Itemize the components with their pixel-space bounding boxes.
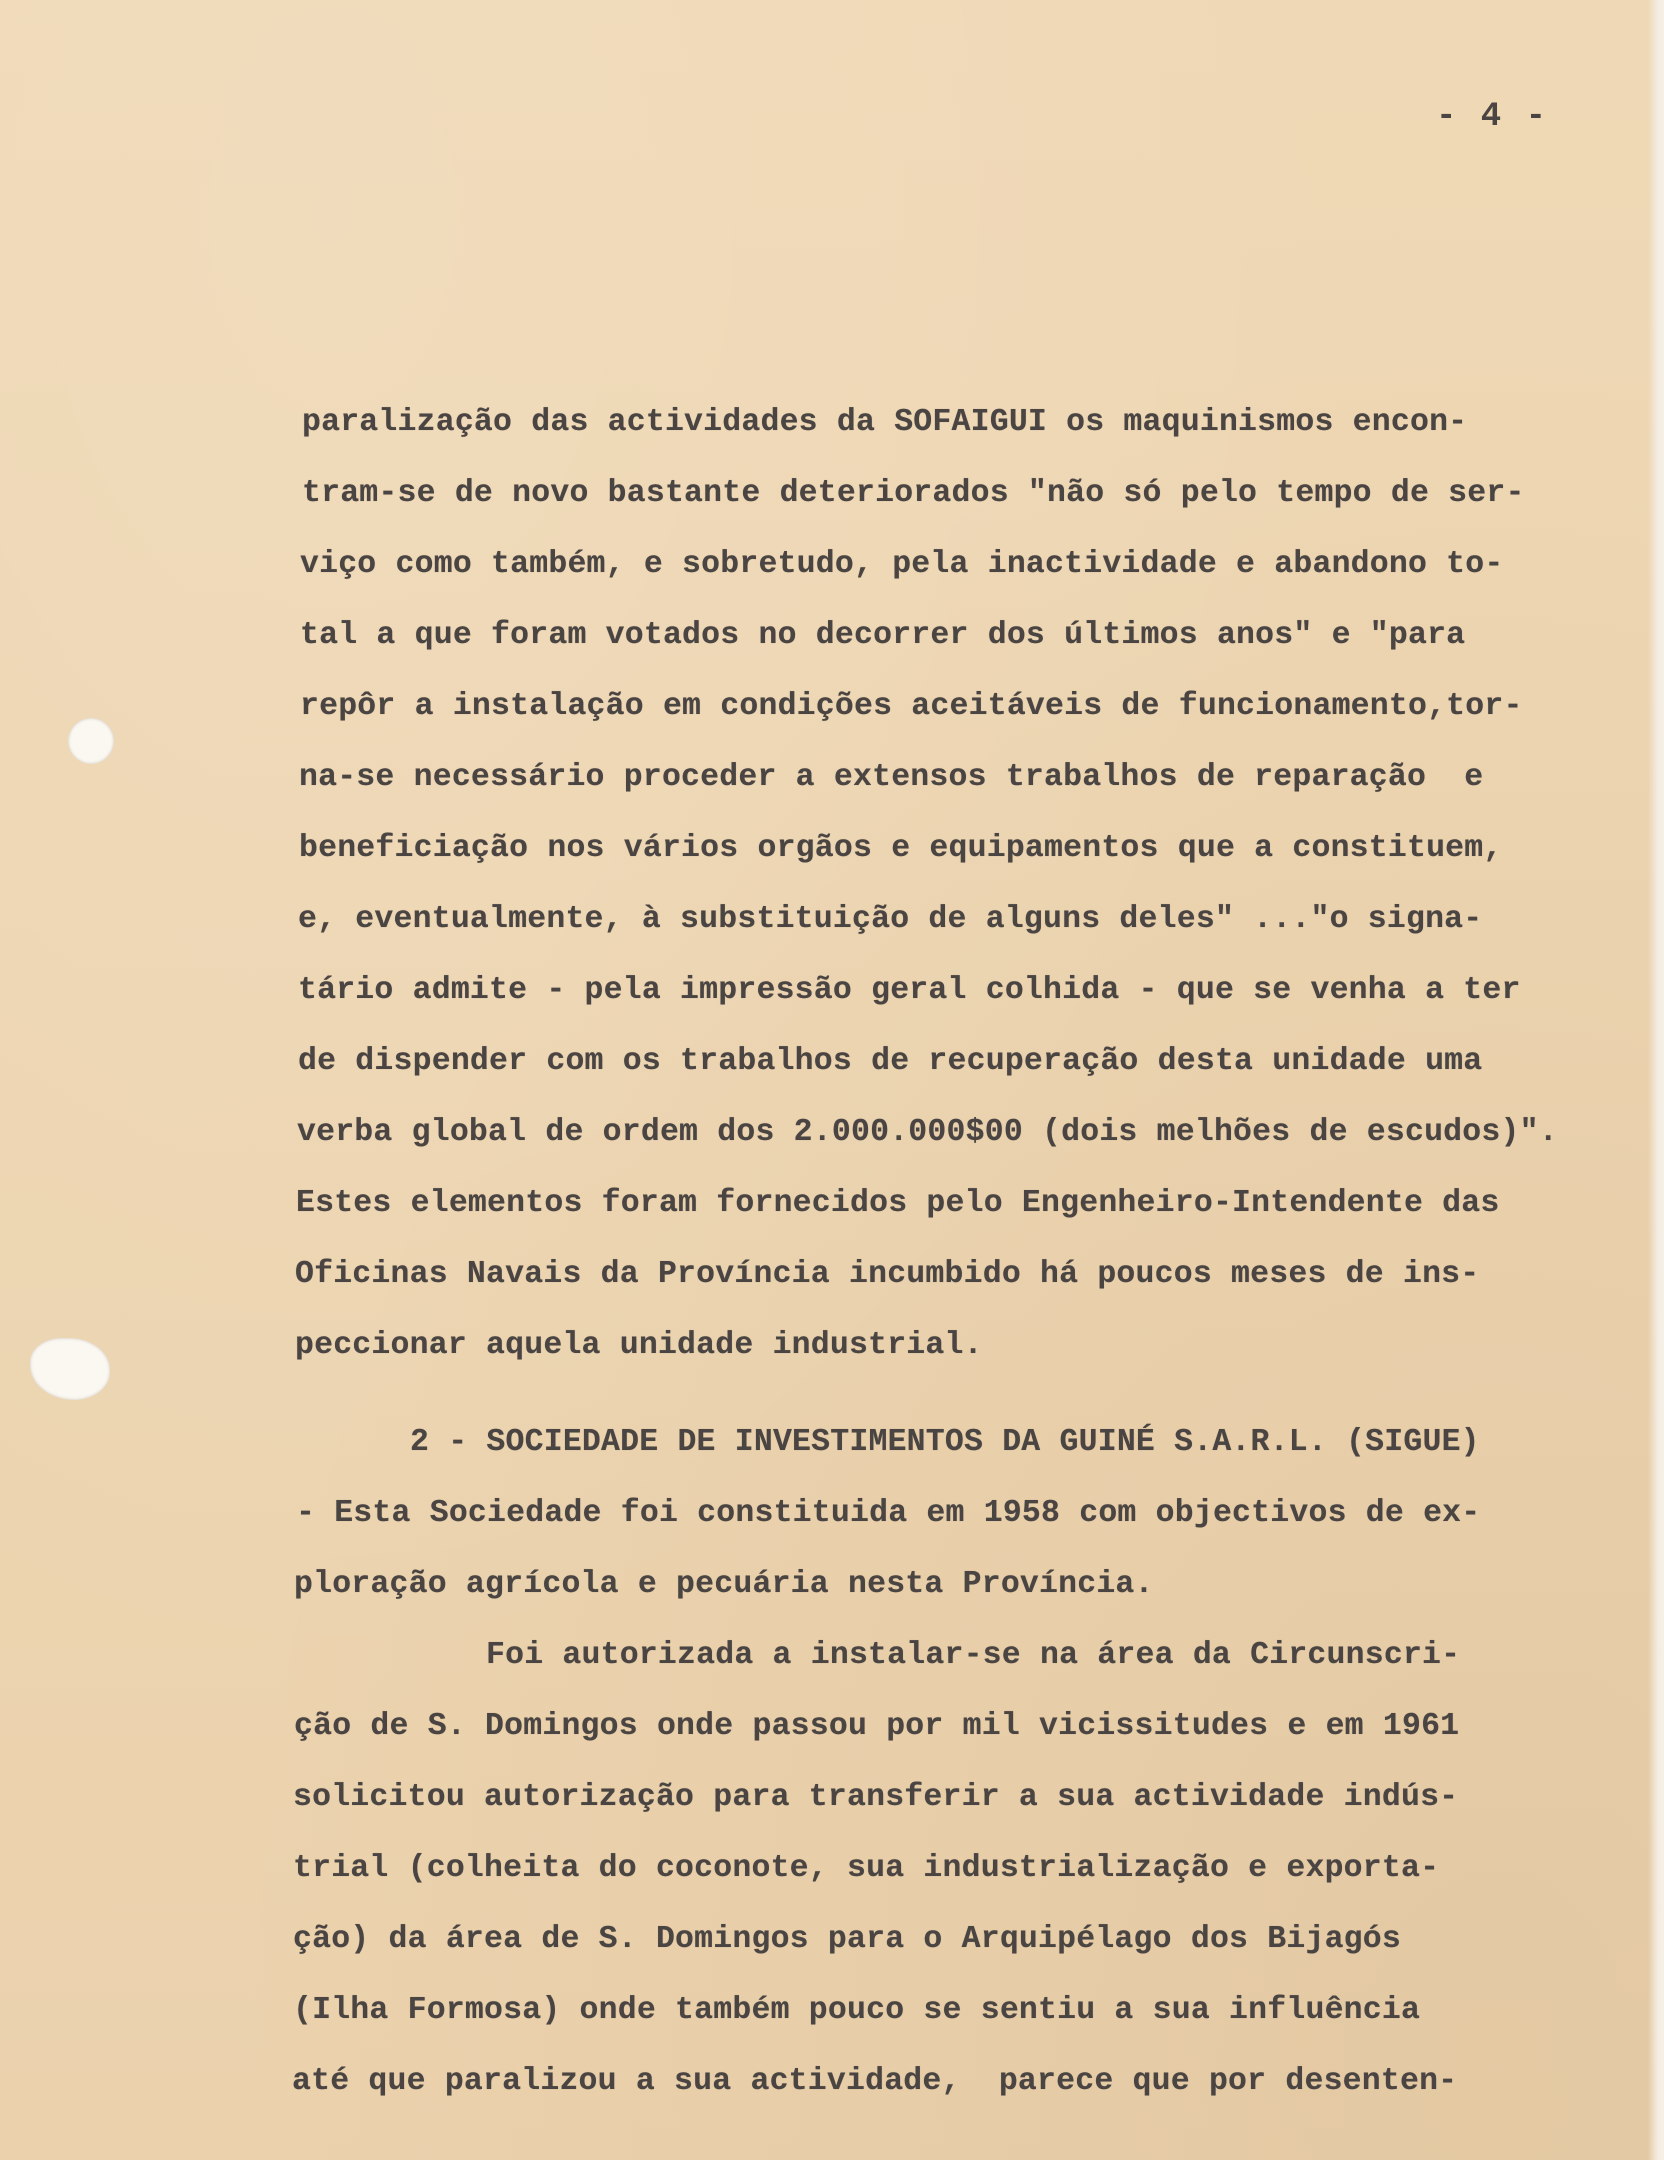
text-line: e, eventualmente, à substituição de alguns deles" ..."o signa- [298, 902, 1483, 937]
text-line: Estes elementos foram fornecidos pelo Engenheiro-Intendente das [296, 1186, 1500, 1221]
text-line: ploração agrícola e pecuária nesta Província. [294, 1567, 1154, 1602]
text-line: ção) da área de S. Domingos para o Arquipélago dos Bijagós [293, 1922, 1401, 1957]
text-line: na-se necessário proceder a extensos trabalhos de reparação e [299, 760, 1484, 795]
punch-hole [68, 718, 114, 764]
text-line: tário admite - pela impressão geral colhida - que se venha a ter [298, 973, 1521, 1008]
text-line: repôr a instalação em condições aceitáveis de funcionamento,tor- [300, 689, 1523, 724]
text-line: tal a que foram votados no decorrer dos últimos anos" e "para [300, 618, 1466, 653]
text-line: - Esta Sociedade foi constituida em 1958 com objectivos de ex- [296, 1496, 1481, 1531]
section-heading: 2 - SOCIEDADE DE INVESTIMENTOS DA GUINÉ S.A.R.L. (SIGUE) [410, 1425, 1480, 1460]
text-line: paralização das actividades da SOFAIGUI os maquinismos encon- [302, 405, 1468, 440]
text-line: trial (colheita do coconote, sua industrialização e exporta- [293, 1851, 1440, 1886]
text-line: beneficiação nos vários orgãos e equipamentos que a constituem, [299, 831, 1503, 866]
text-line: até que paralizou a sua actividade, parece que por desenten- [292, 2064, 1458, 2099]
text-line: (Ilha Formosa) onde também pouco se sentiu a sua influência [293, 1993, 1421, 2028]
text-line: viço como também, e sobretudo, pela inactividade e abandono to- [300, 547, 1504, 582]
page-number: - 4 - [1436, 98, 1549, 136]
text-line: ção de S. Domingos onde passou por mil vicissitudes e em 1961 [294, 1709, 1460, 1744]
text-line: Oficinas Navais da Província incumbido há poucos meses de ins- [295, 1257, 1480, 1292]
text-line: peccionar aquela unidade industrial. [295, 1328, 983, 1363]
torn-punch-hole [30, 1338, 110, 1400]
page-edge [1648, 0, 1664, 2160]
text-line: verba global de ordem dos 2.000.000$00 (dois melhões de escudos)". [297, 1115, 1558, 1150]
text-line: tram-se de novo bastante deteriorados "não só pelo tempo de ser- [302, 476, 1525, 511]
paragraph-first-line: Foi autorizada a instalar-se na área da Circunscri- [486, 1638, 1461, 1673]
text-line: de dispender com os trabalhos de recuperação desta unidade uma [298, 1044, 1483, 1079]
text-line: solicitou autorização para transferir a sua actividade indús- [293, 1780, 1459, 1815]
